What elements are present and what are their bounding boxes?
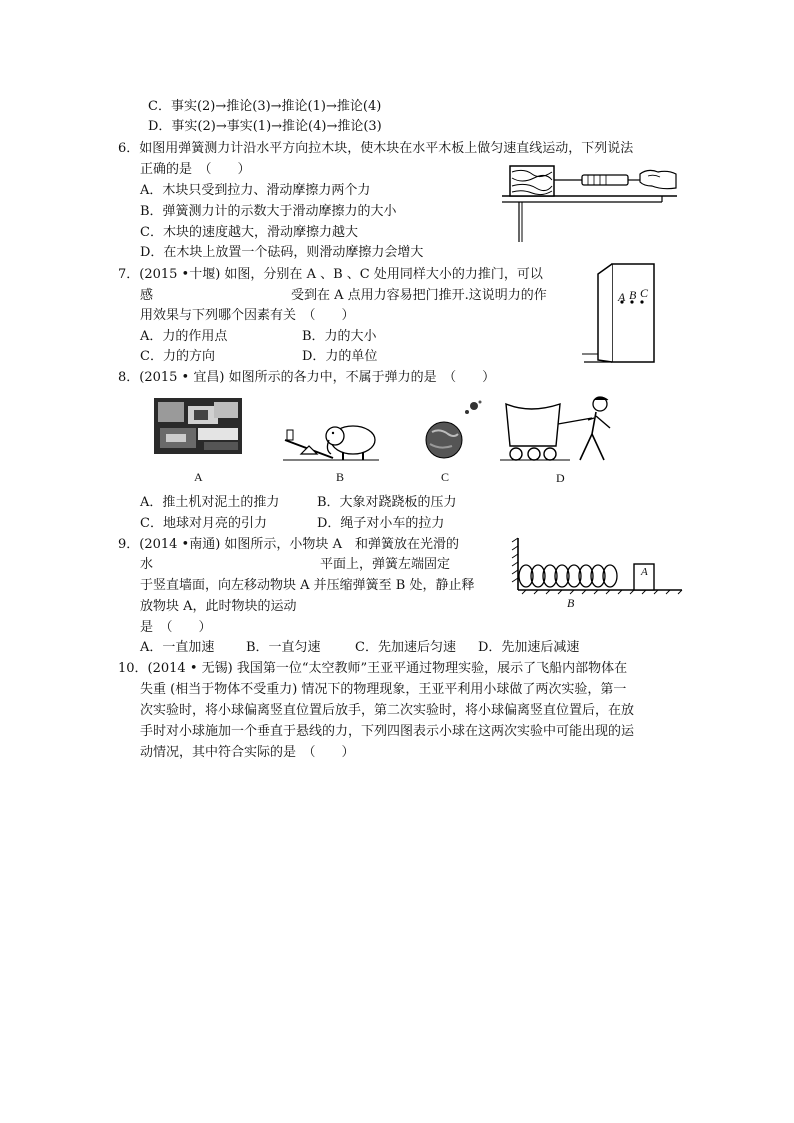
q7-stem-line2a: 感 xyxy=(140,288,154,303)
q10-stem-line5: 动情况，其中符合实际的是 （ ） xyxy=(140,745,355,760)
q9-stem-line2a: 水 xyxy=(140,557,154,572)
q6-spring-scale-figure xyxy=(502,158,680,244)
q8-figure-label-d: D xyxy=(556,471,565,485)
q8-option-b: B．大象对跷跷板的压力 xyxy=(317,495,457,510)
q6-stem-line1: 6．如图用弹簧测力计沿水平方向拉木块，使木块在水平木板上做匀速直线运动，下列说法 xyxy=(118,141,634,156)
q8-figure-label-a: A xyxy=(194,470,203,484)
q8-stem: 8．(2015 • 宜昌) 如图所示的各力中，不属于弹力的是 （ ） xyxy=(118,370,496,385)
q10-stem-line1: 10．(2014 • 无锡) 我国第一位“太空教师”王亚平通过物理实验，展示了飞船内部物体在 xyxy=(118,661,628,676)
q6-option-b: B．弹簧测力计的示数大于滑动摩擦力的大小 xyxy=(140,204,397,219)
q9-option-a: A．一直加速 xyxy=(140,640,215,655)
q9-option-c: C．先加速后匀速 xyxy=(355,640,456,655)
q9-stem-line4: 放物块 A，此时物块的运动 xyxy=(140,599,297,614)
q9-stem-line5: 是 （ ） xyxy=(140,620,212,635)
q7-option-d: D．力的单位 xyxy=(302,349,378,364)
q5-option-c: C．事实(2)→推论(3)→推论(1)→推论(4) xyxy=(148,99,382,114)
q8-bulldozer-photo xyxy=(154,398,242,454)
q7-door-label-b: B xyxy=(629,288,637,302)
q8-option-c: C．地球对月亮的引力 xyxy=(140,516,267,531)
q9-option-d: D．先加速后减速 xyxy=(478,640,580,655)
q9-option-b: B．一直匀速 xyxy=(246,640,321,655)
q8-option-d: D．绳子对小车的拉力 xyxy=(317,516,445,531)
q6-option-d: D．在木块上放置一个砝码，则滑动摩擦力会增大 xyxy=(140,245,424,260)
q7-stem-line1: 7．(2015 •十堰) 如图，分别在 A 、B 、C 处用同样大小的力推门，可以 xyxy=(118,267,543,282)
q7-door-figure xyxy=(582,262,664,366)
q9-block-label: A xyxy=(641,566,648,578)
q10-stem-line2: 失重 (相当于物体不受重力) 情况下的物理现象，王亚平利用小球做了两次实验，第一 xyxy=(140,682,627,697)
q7-door-label-a: A xyxy=(618,290,626,304)
q10-stem-line3: 次实验时，将小球偏离竖直位置后放手，第二次实验时，将小球偏离竖直位置后，在放 xyxy=(140,703,635,718)
q9-spring-block-figure xyxy=(508,534,686,596)
q6-option-a: A．木块只受到拉力、滑动摩擦力两个力 xyxy=(140,183,371,198)
q8-figure-label-c: C xyxy=(441,470,450,484)
q8-cart-rope-figure xyxy=(500,394,626,464)
q8-figure-label-b: B xyxy=(336,470,345,484)
q7-stem-line2b: 受到在 A 点用力容易把门推开.这说明力的作 xyxy=(291,288,547,303)
q7-option-a: A．力的作用点 xyxy=(140,329,228,344)
q8-option-a: A．推土机对泥土的推力 xyxy=(140,495,280,510)
q7-option-c: C．力的方向 xyxy=(140,349,215,364)
q5-option-d: D．事实(2)→事实(1)→推论(4)→推论(3) xyxy=(148,119,382,134)
q8-earth-moon-figure xyxy=(420,398,492,462)
q9-stem-line1: 9．(2014 •南通) 如图所示，小物块 A 和弹簧放在光滑的 xyxy=(118,537,459,552)
q8-elephant-seesaw-figure xyxy=(283,400,383,464)
q9-position-b-label: B xyxy=(567,596,575,610)
q7-stem-line3: 用效果与下列哪个因素有关 （ ） xyxy=(140,308,355,323)
q9-stem-line3: 于竖直墙面，向左移动物块 A 并压缩弹簧至 B 处，静止释 xyxy=(140,578,475,593)
q6-option-c: C．木块的速度越大，滑动摩擦力越大 xyxy=(140,225,358,240)
q6-stem-line2: 正确的是 （ ） xyxy=(140,162,251,177)
q10-stem-line4: 手时对小球施加一个垂直于悬线的力，下列四图表示小球在这两次实验中可能出现的运 xyxy=(140,724,635,739)
q7-door-label-c: C xyxy=(640,286,649,300)
q7-option-b: B．力的大小 xyxy=(302,329,377,344)
q9-stem-line2b: 平面上，弹簧左端固定 xyxy=(320,557,451,572)
